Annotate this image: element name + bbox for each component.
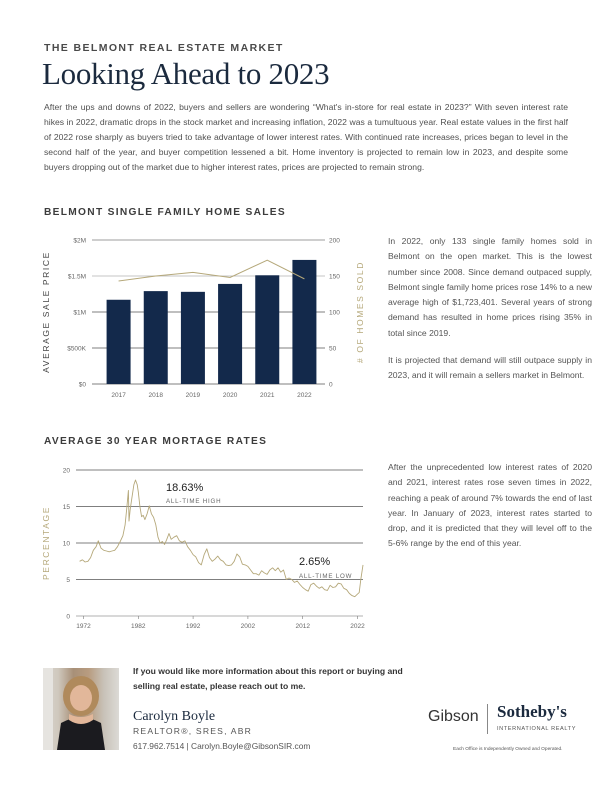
page-title: Looking Ahead to 2023: [42, 56, 330, 91]
rates-heading: AVERAGE 30 YEAR MORTAGE RATES: [44, 436, 268, 447]
logo-sothebys: Sotheby's: [497, 702, 567, 721]
sales-heading: BELMONT SINGLE FAMILY HOME SALES: [44, 207, 286, 218]
office-disclaimer: Each Office is Independently Owned and Operated.: [453, 747, 563, 752]
logo-international-realty: INTERNATIONAL REALTY: [497, 726, 577, 732]
logo-gibson: Gibson: [428, 708, 479, 725]
y-axis-label: AVERAGE SALE PRICE: [41, 251, 51, 373]
x-tick-label: 1972: [76, 623, 91, 630]
y2-axis-label: # OF HOMES SOLD: [355, 261, 365, 363]
x-tick-label: 2022: [297, 392, 312, 399]
all-time-low-value: 2.65%: [299, 556, 331, 568]
sales-paragraph-1: In 2022, only 133 single family homes sold in Belmont on the open market. This is the lowest number since 2008. Since demand outpaced supply, Belmont single family home prices rose 14% to a new average high of $1,723,401. Several years of strong demand has resulted in home prices rising 35% in total since 2019.: [388, 236, 592, 338]
y2-tick-label: 50: [329, 345, 337, 353]
rates-commentary: [388, 460, 592, 564]
y-tick-label: 20: [62, 467, 70, 475]
y-tick-label: 5: [66, 577, 70, 584]
y-tick-label: $1M: [73, 309, 86, 317]
logo-divider: [487, 704, 488, 734]
y-axis-label: PERCENTAGE: [41, 506, 51, 580]
x-tick-label: 1982: [131, 623, 146, 630]
x-tick-label: 2012: [295, 623, 310, 630]
agent-contact-info[interactable]: 617.962.7514 | Carolyn.Boyle@GibsonSIR.com: [133, 741, 311, 751]
rates-paragraph: After the unprecedented low interest rates of 2020 and 2021, interest rates rose seven times in 2022, reaching a peak of around 7% towards the end of last year. In January of 2023, interest rates started to drop, and it is predicted that they will level off to the 5-6% range by the end of this year.: [388, 462, 592, 549]
agent-credentials: REALTOR®, SRES, ABR: [133, 726, 253, 736]
x-tick-label: 2021: [260, 392, 275, 399]
agent-photo: [43, 668, 119, 750]
bar-2019: [181, 292, 205, 384]
report-kicker: THE BELMONT REAL ESTATE MARKET: [44, 42, 284, 54]
y2-tick-label: 0: [329, 381, 333, 389]
bar-2017: [107, 300, 131, 384]
y-tick-label: $0: [78, 381, 86, 389]
x-tick-label: 2020: [222, 392, 238, 399]
y-tick-label: 15: [62, 504, 70, 511]
intro-paragraph: After the ups and downs of 2022, buyers and sellers are wondering “What's in-store for real estate in 2023?” With seven interest rate hikes in 2022, dramatic drops in the stock market and increasing inflation, 2022 was a tumultuous year. Real estate values in the first half of 2022 rose sharply as buyers tried to take advantage of lower interest rates. With continued rate increases, prices began to level in the second half of the year, and buyer competition lessened a bit. Home inventory is projected to remain low in 2023, and despite some buyers dropping out of the market due to higher interest rates, prices are projected to remain strong.: [44, 102, 568, 172]
y2-tick-label: 100: [329, 309, 340, 317]
all-time-low-label: ALL-TIME LOW: [299, 573, 353, 580]
y2-tick-label: 150: [329, 273, 340, 281]
x-tick-label: 2019: [185, 392, 201, 399]
x-tick-label: 2022: [350, 623, 365, 630]
y-tick-label: $500K: [67, 345, 86, 353]
all-time-high-value: 18.63%: [166, 482, 204, 494]
sales-paragraph-2: It is projected that demand will still outpace supply in 2023, and it will remain a sellers market in Belmont.: [388, 355, 592, 381]
x-tick-label: 1992: [185, 623, 201, 630]
sales-chart: [30, 225, 380, 410]
x-tick-label: 2018: [148, 392, 163, 399]
rates-chart: [30, 460, 380, 635]
all-time-high-label: ALL-TIME HIGH: [166, 498, 222, 505]
y2-tick-label: 200: [329, 237, 340, 245]
contact-cta: If you would like more information about this report or buying and selling real estate, please reach out to me.: [133, 666, 403, 691]
x-tick-label: 2017: [111, 392, 126, 399]
agent-portrait-icon: [43, 668, 119, 750]
agent-name: Carolyn Boyle: [133, 709, 216, 724]
y-tick-label: $2M: [73, 237, 86, 245]
x-tick-label: 2002: [240, 623, 256, 630]
sales-commentary: [388, 234, 592, 396]
y-tick-label: 0: [66, 613, 70, 621]
y-tick-label: $1.5M: [67, 273, 86, 281]
bar-2018: [144, 291, 168, 384]
y-tick-label: 10: [62, 540, 70, 548]
bar-2020: [218, 284, 242, 384]
bar-2021: [255, 275, 279, 384]
